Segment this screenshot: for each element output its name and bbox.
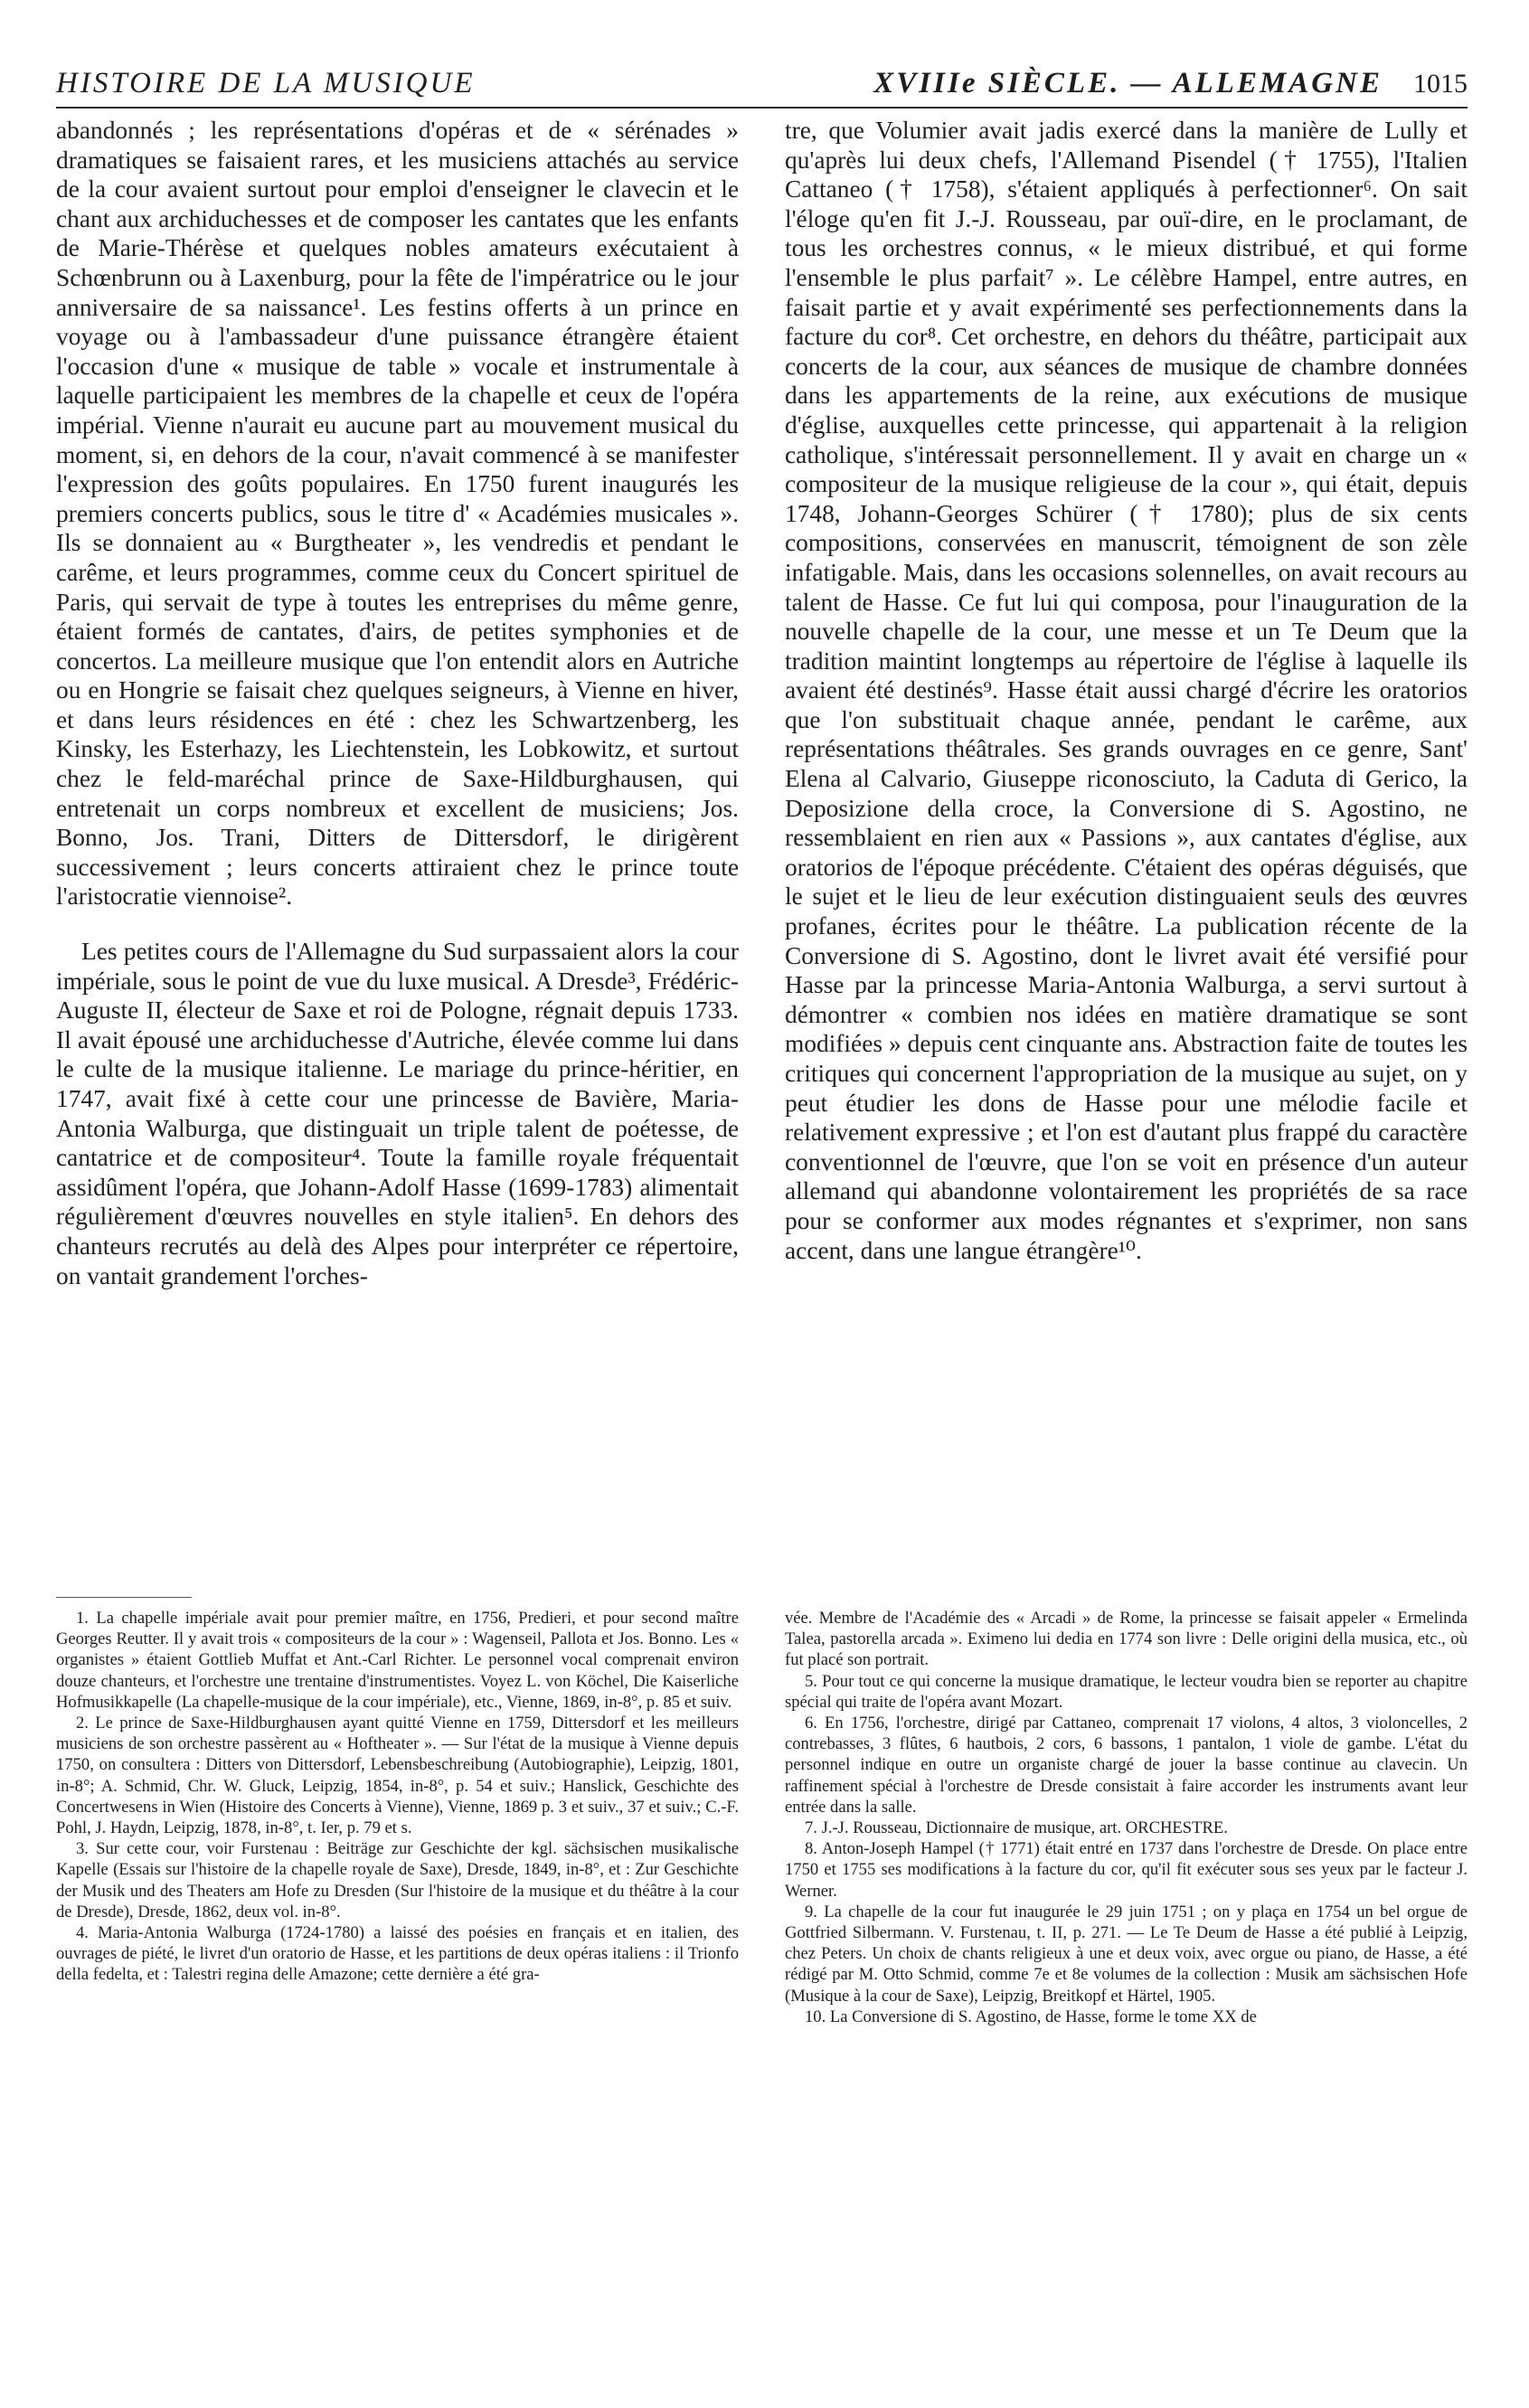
- footnote: 6. En 1756, l'orchestre, dirigé par Cattaneo, comprenait 17 violons, 4 altos, 3 violoncelles, 2 contrebasses, 3 flûtes, 6 hautbois, 2 cors, 6 bassons, 1 pantalon, 1 viole de gambe. L'état du personnel indique en outre un organiste chargé de jouer la basse continue au clavecin. Un raffinement spécial à l'orchestre de Dresde consistait à faire accorder les instruments avant leur entrée dans la salle.: [785, 1714, 1468, 1817]
- running-head-title: HISTOIRE DE LA MUSIQUE: [56, 67, 476, 99]
- paragraph: abandonnés ; les représentations d'opéras et de « sérénades » dramatiques se faisaient rares, et les musiciens attachés au service de la cour avaient surtout pour emploi d'enseigner le clavecin et le chant aux archiduchesses et de composer les cantates que les enfants de Marie-Thérèse et quelques nobles amateurs exécutaient à Schœnbrunn ou à Laxenburg, pour la fête de l'impératrice ou le jour anniversaire de sa naissance¹. Les festins offerts à un prince en voyage ou à l'ambassadeur d'une puissance étrangère étaient l'occasion d'une « musique de table » vocale et instrumentale à laquelle participaient les membres de la chapelle et ceux de l'opéra impérial. Vienne n'aurait eu aucune part au mouvement musical du moment, si, en dehors de la cour, n'avait commencé à se manifester l'expression des goûts populaires. En 1750 furent inaugurés les premiers concerts publics, sous le titre d' « Académies musicales ». Ils se donnaient au « Burgtheater », les vendredis et pendant le carême, et leurs programmes, comme ceux du Concert spirituel de Paris, qui servait de type à toutes les entreprises du même genre, étaient formés de cantates, d'airs, de petites symphonies et de concertos. La meilleure musique que l'on entendit alors en Autriche ou en Hongrie se faisait chez quelques seigneurs, à Vienne en hiver, et dans leurs résidences en été : chez les Schwartzenberg, les Kinsky, les Esterhazy, les Liechtenstein, les Lobkowitz, et surtout chez le feld-maréchal prince de Saxe-Hildburghausen, qui entretenait un corps nombreux et excellent de musiciens; Jos. Bonno, Jos. Trani, Ditters de Dittersdorf, le dirigèrent successivement ; leurs concerts attiraient chez le prince toute l'aristocratie viennoise².: [56, 117, 739, 911]
- running-head-section: XVIIIe SIÈCLE. — ALLEMAGNE: [873, 67, 1383, 99]
- footnote: 10. La Conversione di S. Agostino, de Hasse, forme le tome XX de: [805, 2007, 1257, 2026]
- footnotes-column-left: [56, 1608, 739, 2027]
- footnotes: [56, 1608, 1468, 2027]
- footnote: 4. Maria-Antonia Walburga (1724-1780) a laissé des poésies en français et en italien, des ouvrages de piété, le livret d'un oratorio de Hasse, et les partitions de deux opéras italiens : il Trionfo della fedelta, et : Talestri regina delle Amazone; cette dernière a été gra-: [56, 1923, 739, 1985]
- footnote: 2. Le prince de Saxe-Hildburghausen ayant quitté Vienne en 1759, Dittersdorf et les meilleurs musiciens de son orchestre passèrent au « Hoftheater ». — Sur l'état de la musique à Vienne depuis 1750, on consultera : Ditters von Dittersdorf, Lebensbeschreibung (Autobiographie), Leipzig, 1801, in-8°; A. Schmid, Chr. W. Gluck, Leipzig, 1854, in-8°, p. 54 et suiv.; Hanslick, Geschichte des Concertwesens in Wien (Histoire des Concerts à Vienne), Vienne, 1869 p. 3 et suiv., 37 et suiv.; C.-F. Pohl, J. Haydn, Leipzig, 1878, in-8°, t. Ier, p. 79 et s.: [56, 1714, 739, 1838]
- body-text: [56, 116, 1468, 1290]
- body-column-left: [56, 116, 739, 1290]
- footnote: vée. Membre de l'Académie des « Arcadi » de Rome, la princesse se faisait appeler « Ermelinda Talea, pastorella arcada ». Eximeno lui dedia en 1774 son livre : Delle origini della musica, etc., où fut placé son portrait.: [785, 1609, 1468, 1670]
- page-number: 1015: [1413, 69, 1468, 99]
- body-column-right: [785, 116, 1468, 1290]
- footnote: 8. Anton-Joseph Hampel († 1771) était entré en 1737 dans l'orchestre de Dresde. On place entre 1750 et 1755 ses modifications à la facture du cor, qu'il fit exécuter sous ses yeux par le facteur J. Werner.: [785, 1839, 1468, 1901]
- paragraph: tre, que Volumier avait jadis exercé dans la manière de Lully et qu'après lui deux chefs, l'Allemand Pisendel († 1755), l'Italien Cattaneo († 1758), s'étaient appliqués à perfectionner⁶. On sait l'éloge qu'en fit J.-J. Rousseau, par ouï-dire, en le proclamant, de tous les orchestres connus, « le mieux distribué, et qui forme l'ensemble le plus parfait⁷ ». Le célèbre Hampel, entre autres, en faisait partie et y avait expérimenté ses perfectionnements dans la facture du cor⁸. Cet orchestre, en dehors du théâtre, participait aux concerts de la cour, aux séances de musique de chambre données dans les appartements de la reine, aux exécutions de musique d'église, auxquelles cette princesse, qui appartenait à la religion catholique, s'intéressait personnellement. Il y avait en charge un « compositeur de la musique religieuse de la cour », qui était, depuis 1748, Johann-Georges Schürer († 1780); plus de six cents compositions, conservées en manuscrit, témoignent de son zèle infatigable. Mais, dans les occasions solennelles, on avait recours au talent de Hasse. Ce fut lui qui composa, pour l'inauguration de la nouvelle chapelle de la cour, une messe et un Te Deum que la tradition maintint longtemps au répertoire de l'église à laquelle ils avaient été destinés⁹. Hasse était aussi chargé d'écrire les oratorios que l'on substituait chaque année, pendant le carême, aux représentations théâtrales. Ses grands ouvrages en ce genre, Sant' Elena al Calvario, Giuseppe riconosciuto, la Caduta di Gerico, la Deposizione della croce, la Conversione di S. Agostino, ne ressemblaient en rien aux « Passions », aux cantates d'église, aux oratorios de l'époque précédente. C'étaient des opéras déguisés, que le sujet et le lieu de leur exécution distinguaient seuls des œuvres profanes, écrites pour le théâtre. La publication récente de la Conversione di S. Agostino, dont le livret avait été versifié pour Hasse par la princesse Maria-Antonia Walburga, a servi surtout à démontrer « combien nos idées en matière dramatique se sont modifiées » depuis cent cinquante ans. Abstraction faite de toutes les critiques qui concernent l'appropriation de la musique au sujet, on y peut étudier les dons de Hasse pour une mélodie facile et relativement expressive ; et l'on est d'autant plus frappé du caractère conventionnel de l'œuvre, que l'on se voit en présence d'un auteur allemand qui abandonne volontairement les propriétés de sa race pour se conformer aux modes régnantes et s'exprimer, non sans accent, dans une langue étrangère¹⁰.: [785, 117, 1468, 1264]
- footnote: 9. La chapelle de la cour fut inaugurée le 29 juin 1751 ; on y plaça en 1754 un bel orgue de Gottfried Silbermann. V. Furstenau, t. II, p. 271. — Le Te Deum de Hasse a été publié à Leipzig, chez Peters. Un choix de chants religieux à une et deux voix, avec orgue ou piano, de Hasse, a été rédigé par M. Otto Schmid, comme 7e et 8e volumes de la collection : Musik am sächsischen Hofe (Musique à la cour de Saxe), Leipzig, Breitkopf et Härtel, 1905.: [785, 1902, 1468, 2006]
- running-head: [56, 67, 1468, 109]
- footnote: 3. Sur cette cour, voir Furstenau : Beiträge zur Geschichte der kgl. sächsischen musikalische Kapelle (Essais sur l'histoire de la chapelle royale de Saxe), Dresde, 1849, in-8°, et : Zur Geschichte der Musik und des Theaters am Hofe zu Dresden (Sur l'histoire de la musique et du théâtre à la cour de Dresde), Dresde, 1862, deux vol. in-8°.: [56, 1839, 739, 1922]
- footnote: 1. La chapelle impériale avait pour premier maître, en 1756, Predieri, et pour second maître Georges Reutter. Il y avait trois « compositeurs de la cour » : Wagenseil, Pallota et Jos. Bonno. Les « organistes » étaient Gottlieb Muffat et Ant.-Carl Richter. Le personnel vocal comprenait environ douze chanteurs, et l'orchestre une trentaine d'instrumentistes. Voyez L. von Köchel, Die Kaiserliche Hofmusikkapelle (La chapelle-musique de la cour impériale), etc., Vienne, 1869, in-8°, p. 85 et suiv.: [56, 1609, 739, 1712]
- footnote: 5. Pour tout ce qui concerne la musique dramatique, le lecteur voudra bien se reporter au chapitre spécial qui traite de l'opéra avant Mozart.: [785, 1671, 1468, 1712]
- footnotes-column-right: [785, 1608, 1468, 2027]
- footnote-rule: [56, 1597, 192, 1598]
- footnote: 7. J.-J. Rousseau, Dictionnaire de musique, art. ORCHESTRE.: [805, 1818, 1228, 1838]
- paragraph: Les petites cours de l'Allemagne du Sud surpassaient alors la cour impériale, sous le point de vue du luxe musical. A Dresde³, Frédéric-Auguste II, électeur de Saxe et roi de Pologne, régnait depuis 1733. Il avait épousé une archiduchesse d'Autriche, élevée comme lui dans le culte de la musique italienne. Le mariage du prince-héritier, en 1747, avait fixé à cette cour une princesse de Bavière, Maria-Antonia Walburga, que distinguait un triple talent de poétesse, de cantatrice et de compositeur⁴. Toute la famille royale fréquentait assidûment l'opéra, que Johann-Adolf Hasse (1699-1783) alimentait régulièrement d'œuvres nouvelles en style italien⁵. En dehors des chanteurs recrutés au delà des Alpes pour interpréter ce répertoire, on vantait grandement l'orches-: [56, 938, 739, 1289]
